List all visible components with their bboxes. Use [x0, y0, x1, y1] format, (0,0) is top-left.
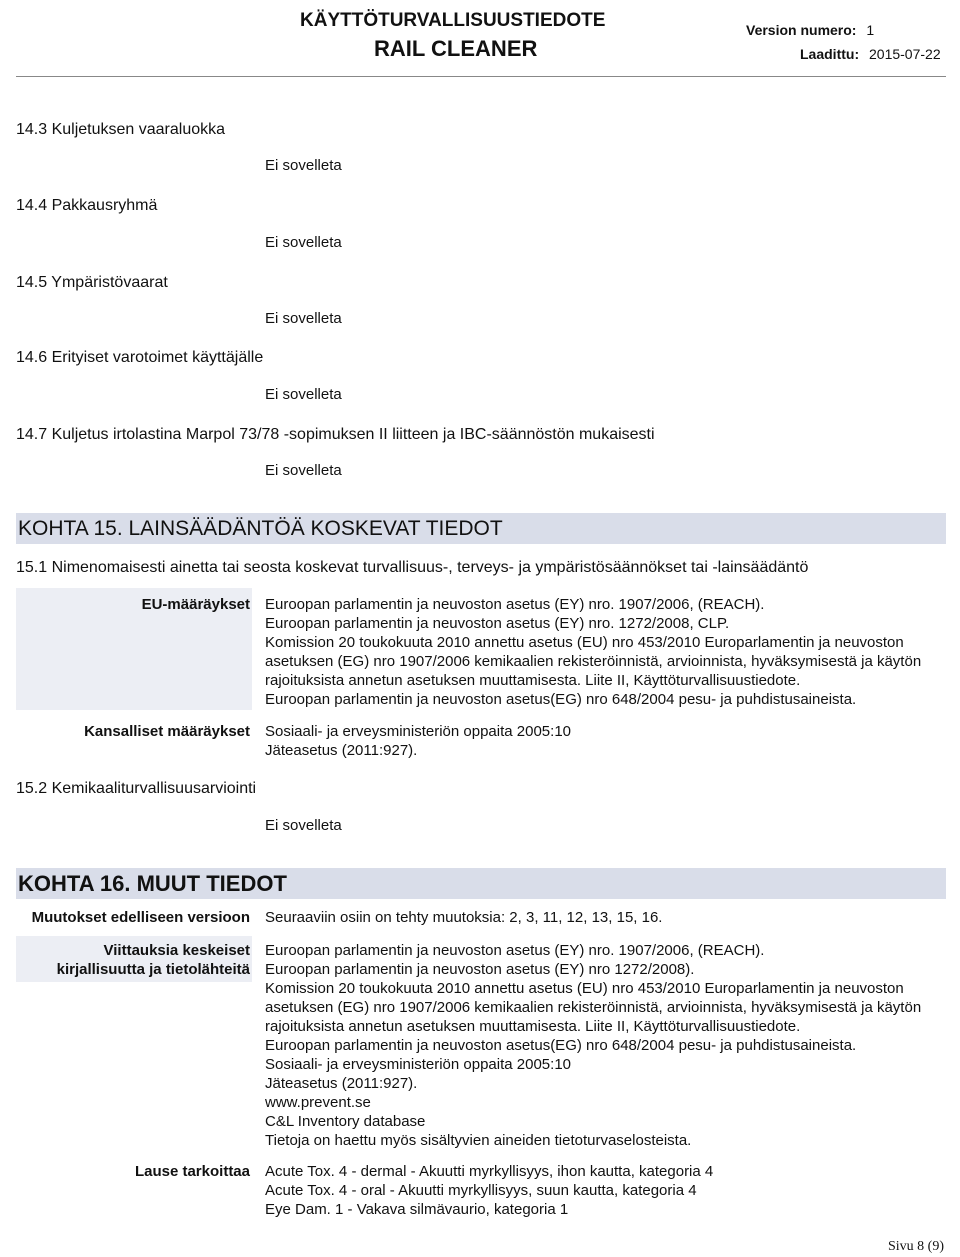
eu-line: Euroopan parlamentin ja neuvoston asetus (EY) nro. 1272/2008, CLP. — [265, 615, 730, 632]
changes-value: Seuraaviin osiin on tehty muutoksia: 2, 3, 11, 12, 13, 15, 16. — [265, 909, 663, 926]
section-14-7-heading: 14.7 Kuljetus irtolastina Marpol 73/78 -sopimuksen II liitteen ja IBC-säännöstön mukaisesti — [16, 426, 655, 443]
version-label: Version numero: — [746, 22, 857, 38]
section-14-6-value: Ei sovelleta — [265, 386, 342, 403]
reference-line: C&L Inventory database — [265, 1113, 426, 1130]
date-value: 2015-07-22 — [869, 46, 941, 62]
section-14-4-value: Ei sovelleta — [265, 234, 342, 251]
phrases-text — [265, 1162, 945, 1219]
section-15-1-heading: 15.1 Nimenomaisesti ainetta tai seosta koskevat turvallisuus-, terveys- ja ympäristösäännökset tai -lainsäädäntö — [16, 559, 809, 576]
section-14-5-heading: 14.5 Ympäristövaarat — [16, 274, 168, 291]
phrase-line: Acute Tox. 4 - oral - Akuutti myrkyllisyys, suun kautta, kategoria 4 — [265, 1182, 697, 1199]
reference-line: www.prevent.se — [265, 1094, 371, 1111]
changes-label: Muutokset edelliseen versioon — [31, 909, 250, 926]
section-14-3-value: Ei sovelleta — [265, 157, 342, 174]
phrase-line: Acute Tox. 4 - dermal - Akuutti myrkyllisyys, ihon kautta, kategoria 4 — [265, 1163, 714, 1180]
reference-line: Euroopan parlamentin ja neuvoston asetus(EG) nro 648/2004 pesu- ja puhdistusaineista. — [265, 1037, 857, 1054]
section-15-2-heading: 15.2 Kemikaaliturvallisuusarviointi — [16, 780, 257, 797]
national-regulations-label: Kansalliset määräykset — [84, 723, 250, 740]
eu-regulations-label: EU-määräykset — [16, 588, 252, 710]
reference-line: Euroopan parlamentin ja neuvoston asetus (EY) nro. 1907/2006, (REACH). — [265, 942, 765, 959]
national-line: Sosiaali- ja erveysministeriön oppaita 2005:10 — [265, 723, 572, 740]
section-14-7-value: Ei sovelleta — [265, 462, 342, 479]
eu-line: asetuksen (EG) nro 1907/2006 kemikaalien rekisteröinnistä, arvioinnista, hyväksymisestä ja käytön — [265, 653, 922, 670]
national-regulations-text — [265, 722, 945, 760]
section-14-6-heading: 14.6 Erityiset varotoimet käyttäjälle — [16, 349, 264, 366]
reference-line: Sosiaali- ja erveysministeriön oppaita 2005:10 — [265, 1056, 572, 1073]
date-label: Laadittu: — [800, 46, 860, 62]
reference-line: Komission 20 toukokuuta 2010 annettu asetus (EU) nro 453/2010 Europarlamentin ja neuvoston — [265, 980, 904, 997]
product-name: RAIL CLEANER — [374, 36, 538, 61]
reference-line: Jäteasetus (2011:927). — [265, 1075, 418, 1092]
references-label — [16, 936, 252, 982]
section-14-4-heading: 14.4 Pakkausryhmä — [16, 197, 158, 214]
section-14-3-heading: 14.3 Kuljetuksen vaaraluokka — [16, 121, 226, 138]
phrases-label: Lause tarkoittaa — [134, 1163, 250, 1180]
document-title: KÄYTTÖTURVALLISUUSTIEDOTE — [300, 10, 606, 31]
reference-line: rajoituksista annetun asetuksen muuttamisesta. Liite II, Käyttöturvallisuustiedote. — [265, 1018, 801, 1035]
section-15-2-value: Ei sovelleta — [265, 817, 342, 834]
reference-line: asetuksen (EG) nro 1907/2006 kemikaalien rekisteröinnistä, arvioinnista, hyväksymisestä ja käytön — [265, 999, 922, 1016]
eu-regulations-text — [265, 595, 945, 709]
references-label-line-2: kirjallisuutta ja tietolähteitä — [56, 961, 250, 978]
references-label-line-1: Viittauksia keskeiset — [103, 942, 250, 959]
header-divider — [16, 76, 946, 77]
eu-line: Euroopan parlamentin ja neuvoston asetus(EG) nro 648/2004 pesu- ja puhdistusaineista. — [265, 691, 857, 708]
references-text — [265, 941, 945, 1150]
section-15-title: KOHTA 15. LAINSÄÄDÄNTÖÄ KOSKEVAT TIEDOT — [16, 513, 946, 544]
section-16-title: KOHTA 16. MUUT TIEDOT — [16, 868, 946, 899]
date-info — [800, 46, 941, 62]
eu-line: rajoituksista annetun asetuksen muuttamisesta. Liite II, Käyttöturvallisuustiedote. — [265, 672, 801, 689]
reference-line: Euroopan parlamentin ja neuvoston asetus (EY) nro 1272/2008). — [265, 961, 695, 978]
page-number: Sivu 8 (9) — [888, 1239, 944, 1254]
national-line: Jäteasetus (2011:927). — [265, 742, 418, 759]
eu-line: Euroopan parlamentin ja neuvoston asetus (EY) nro. 1907/2006, (REACH). — [265, 596, 765, 613]
eu-line: Komission 20 toukokuuta 2010 annettu asetus (EU) nro 453/2010 Europarlamentin ja neuvoston — [265, 634, 904, 651]
section-14-5-value: Ei sovelleta — [265, 310, 342, 327]
version-value: 1 — [866, 22, 875, 38]
version-info — [746, 22, 874, 38]
phrase-line: Eye Dam. 1 - Vakava silmävaurio, kategoria 1 — [265, 1201, 569, 1218]
reference-line: Tietoja on haettu myös sisältyvien aineiden tietoturvaselosteista. — [265, 1132, 692, 1149]
